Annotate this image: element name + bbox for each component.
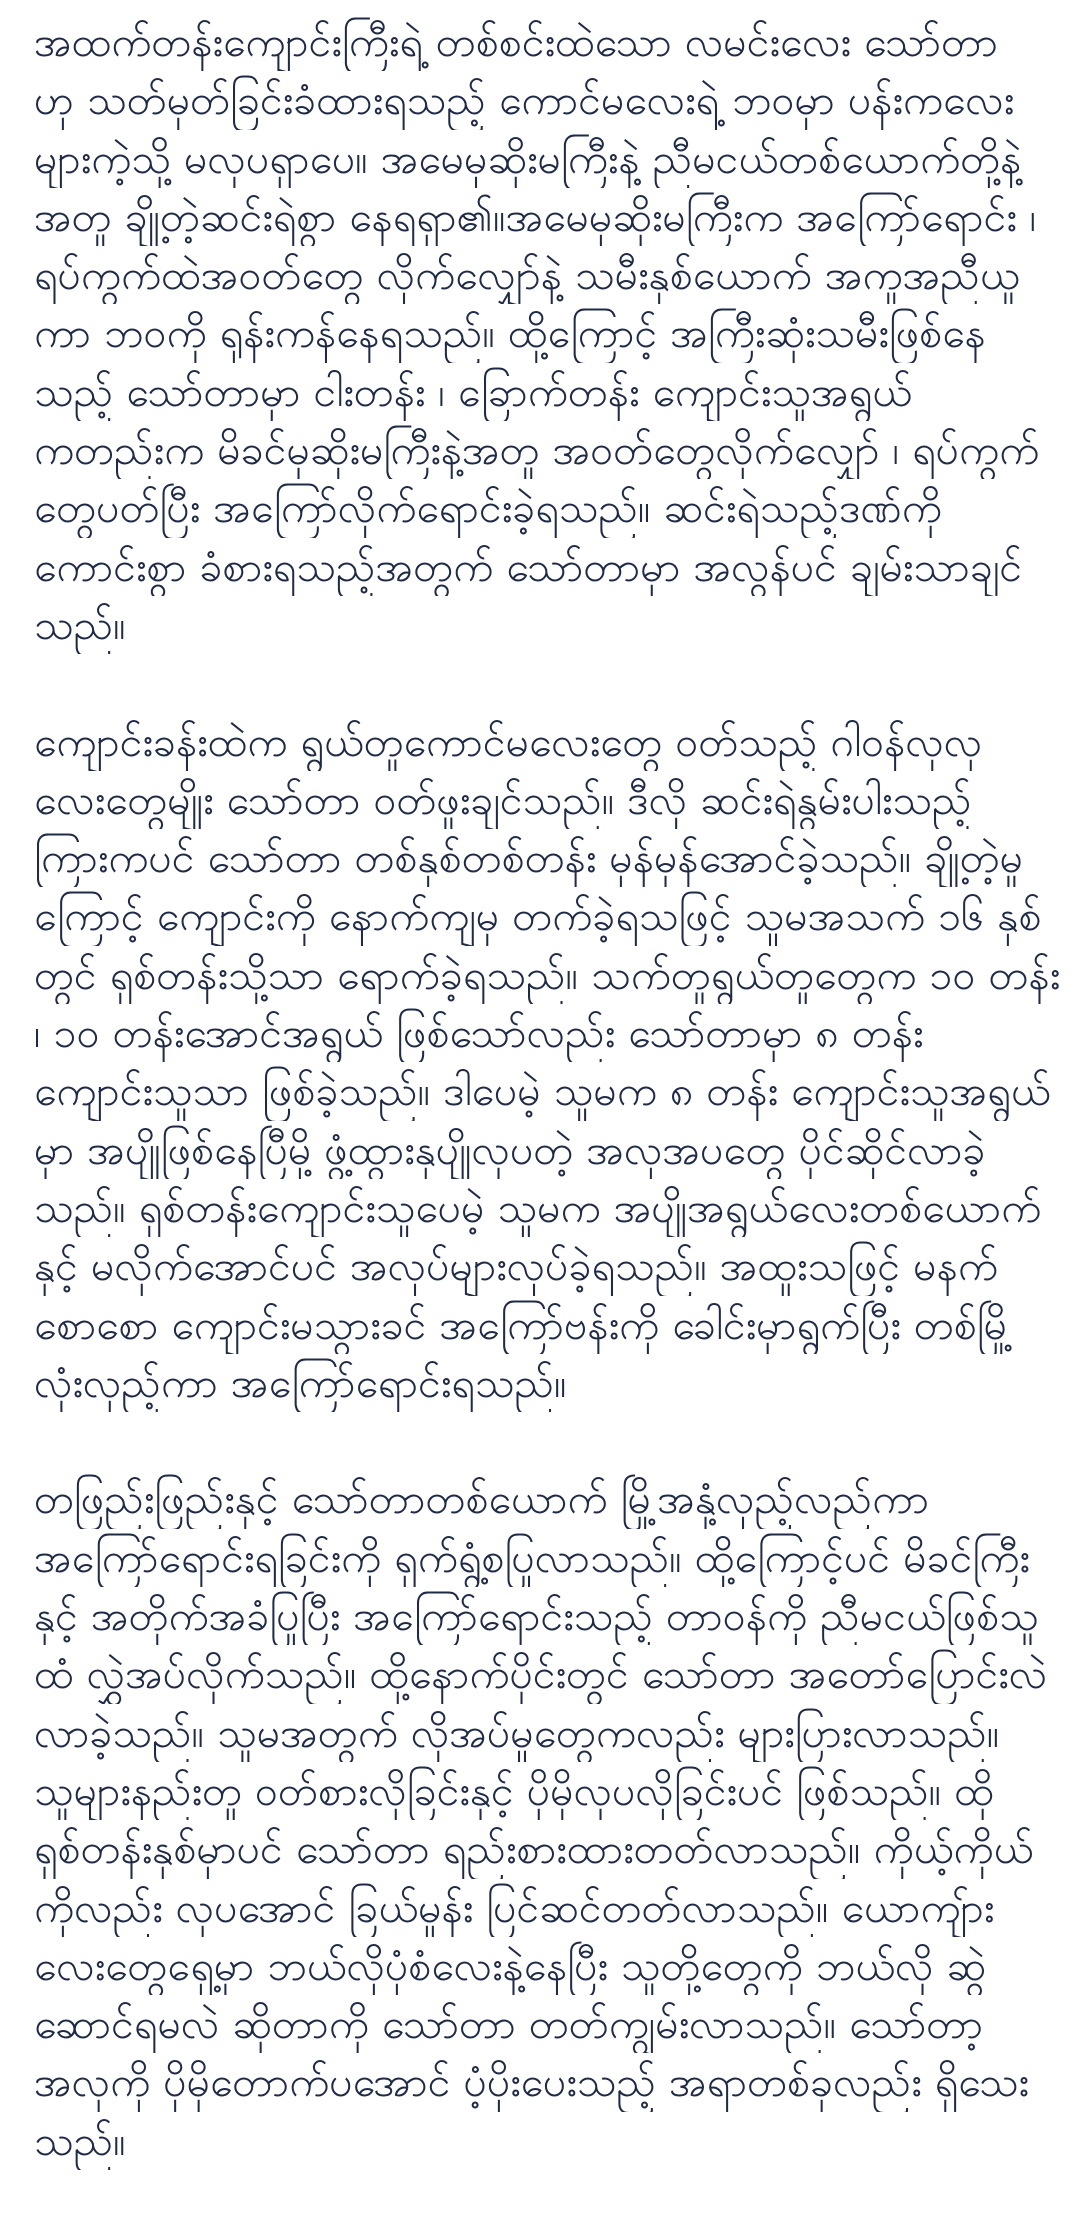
paragraph-line: ကျောင်းခန်းထဲက ရွယ်တူကောင်မလေးတွေ ဝတ်သည့် ဂါဝန်လှလှ — [34, 717, 983, 766]
paragraph-line: ၊ ၁၀ တန်းအောင်အရွယ် ဖြစ်သော်လည်း သော်တာမှာ ၈ တန်း — [34, 1009, 924, 1058]
paragraph-line: အထက်တန်းကျောင်းကြီးရဲ့ တစ်စင်းထဲသော လမင်းလေး သော်တာ — [34, 18, 998, 66]
paragraph-line: သူများနည်းတူ ဝတ်စားလိုခြင်းနှင့် ပိုမိုလှပလိုခြင်းပင် ဖြစ်သည်။ ထို — [34, 1766, 994, 1815]
paragraph-line: ကောင်းစွာ ခံစားရသည့်အတွက် သော်တာမှာ အလွန်ပင် ချမ်းသာချင် — [34, 542, 1023, 591]
paragraph-line: ထံ လွှဲအပ်လိုက်သည်။ ထို့နောက်ပိုင်းတွင် သော်တာ အတော်ပြောင်းလဲ — [34, 1650, 1048, 1699]
paragraph-line: သည်။ — [34, 600, 126, 649]
paragraph-line: ရှစ်တန်းနှစ်မှာပင် သော်တာ ရည်းစားထားတတ်လာသည်။ ကိုယ့်ကိုယ် — [34, 1825, 1034, 1874]
paragraph-3 — [34, 1470, 1064, 2170]
paragraph-line: ရပ်ကွက်ထဲအဝတ်တွေ လိုက်လျှော်နဲ့ သမီးနှစ်ယောက် အကူအညီယူ — [34, 251, 1020, 300]
paragraph-line: စောစော ကျောင်းမသွားခင် အကြော်ဗန်းကို ခေါင်းမှာရွက်ပြီး တစ်မြို့ — [34, 1300, 1014, 1349]
paragraph-line: သည့် သော်တာမှာ ငါးတန်း ၊ ခြောက်တန်း ကျောင်းသူအရွယ် — [34, 367, 912, 416]
paragraph-line: အကြော်ရောင်းရခြင်းကို ရှက်ရွံ့စပြုလာသည်။ ထို့ကြောင့်ပင် မိခင်ကြီး — [34, 1533, 1030, 1582]
paragraph-line: ကြောင့် ကျောင်းကို နောက်ကျမှ တက်ခဲ့ရသဖြင့် သူမအသက် ၁၆ နှစ် — [34, 892, 1042, 941]
paragraph-line: လာခဲ့သည်။ သူမအတွက် လိုအပ်မှုတွေကလည်း များပြားလာသည်။ — [34, 1708, 1000, 1757]
paragraph-line: နှင့် အတိုက်အခံပြုပြီး အကြော်ရောင်းသည့် တာဝန်ကို ညီမငယ်ဖြစ်သူ — [34, 1592, 1039, 1641]
paragraph-line: မှာ အပျိုဖြစ်နေပြီမို့ ဖွံ့ထွားနုပျိုလှပတဲ့ အလှအပတွေ ပိုင်ဆိုင်လာခဲ့ — [34, 1125, 986, 1174]
paragraph-line: ကတည်းက မိခင်မုဆိုးမကြီးနဲ့အတူ အဝတ်တွေလိုက်လျှော် ၊ ရပ်ကွက် — [34, 426, 1040, 475]
paragraph-line: ကြားကပင် သော်တာ တစ်နှစ်တစ်တန်း မှန်မှန်အောင်ခဲ့သည်။ ချို့တဲ့မှု — [34, 834, 1024, 883]
paragraph-line: သည်။ — [34, 2116, 126, 2165]
paragraph-line: သည်။ ရှစ်တန်းကျောင်းသူပေမဲ့ သူမက အပျိုအရွယ်လေးတစ်ယောက် — [34, 1183, 1042, 1232]
paragraph-1 — [34, 13, 1064, 654]
paragraph-line: လေးတွေမျိုး သော်တာ ဝတ်ဖူးချင်သည်။ ဒီလို ဆင်းရဲနွမ်းပါးသည့် — [34, 775, 972, 824]
paragraph-line: တဖြည်းဖြည်းနှင့် သော်တာတစ်ယောက် မြို့အနှံ့လှည့်လည်ကာ — [34, 1475, 930, 1524]
paragraph-line: တွေပတ်ပြီး အကြော်လိုက်ရောင်းခဲ့ရသည်။ ဆင်းရဲသည့်ဒဏ်ကို — [34, 484, 942, 533]
paragraph-line: လုံးလှည့်ကာ အကြော်ရောင်းရသည်။ — [34, 1358, 567, 1407]
story-text-scroll-area[interactable] — [34, 13, 1064, 2170]
paragraph-line: အတူ ချို့တဲ့ဆင်းရဲစွာ နေရရှာ၏။အမေမုဆိုးမကြီးက အကြော်ရောင်း ၊ — [34, 192, 1037, 241]
paragraph-line: ကာ ဘဝကို ရုန်းကန်နေရသည်။ ထို့ကြောင့် အကြီးဆုံးသမီးဖြစ်နေ — [34, 309, 986, 358]
paragraph-2 — [34, 713, 1064, 1413]
paragraph-line: အလှကို ပိုမိုတောက်ပအောင် ပံ့ပိုးပေးသည့် အရာတစ်ခုလည်း ရှိသေး — [34, 2058, 1029, 2107]
paragraph-line: ဆောင်ရမလဲ ဆိုတာကို သော်တာ တတ်ကျွမ်းလာသည်။ သော်တာ့ — [34, 2000, 984, 2049]
paragraph-line: များကဲ့သို့ မလှပရှာပေ။ အမေမုဆိုးမကြီးနဲ့ ညီမငယ်တစ်ယောက်တို့နဲ့ — [34, 134, 1022, 183]
paragraph-line: ဟု သတ်မှတ်ခြင်းခံထားရသည့် ကောင်မလေးရဲ့ ဘဝမှာ ပန်းကလေး — [34, 76, 1015, 125]
paragraph-line: တွင် ရှစ်တန်းသို့သာ ရောက်ခဲ့ရသည်။ သက်တူရွယ်တူတွေက ၁၀ တန်း — [34, 950, 1061, 999]
paragraph-line: လေးတွေရှေ့မှာ ဘယ်လိုပုံစံလေးနဲ့နေပြီး သူတို့တွေကို ဘယ်လို ဆွဲ — [34, 1941, 987, 1990]
paragraph-line: ကိုလည်း လှပအောင် ခြယ်မှုန်း ပြင်ဆင်တတ်လာသည်။ ယောကျ်ား — [34, 1883, 995, 1932]
paragraph-line: နှင့် မလိုက်အောင်ပင် အလုပ်များလုပ်ခဲ့ရသည်။ အထူးသဖြင့် မနက် — [34, 1242, 998, 1291]
paragraph-line: ကျောင်းသူသာ ဖြစ်ခဲ့သည်။ ဒါပေမဲ့ သူမက ၈ တန်း ကျောင်းသူအရွယ် — [34, 1067, 1051, 1116]
